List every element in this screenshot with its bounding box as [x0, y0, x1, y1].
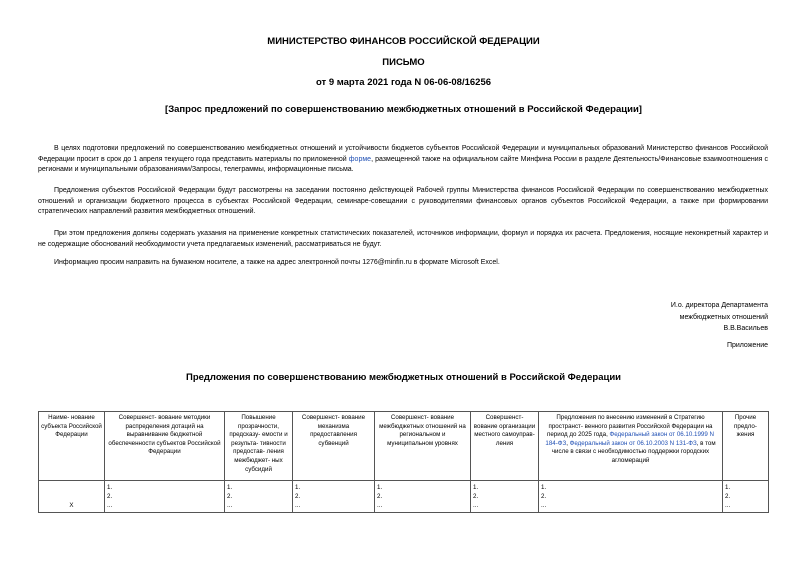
table-cell [293, 481, 375, 513]
paragraph-3: При этом предложения должны содержать указания на применение конкретных статистических показателей, источников информации, формул и порядка их расчета. Предложения, носящие неконкретный характер и не содержащие обоснований необходимости учета предлагаемых изменений, рассматриваться не будут. [38, 230, 768, 248]
cell-item: ... [107, 502, 113, 509]
cell-item: 1. [107, 484, 113, 491]
cell-item: ... [227, 502, 233, 509]
paragraph-4: Информацию просим направить на бумажном носителе, а также на адрес электронной почты 1276@minfin.ru в формате Microsoft Excel. [54, 259, 500, 266]
header-strategy-text-a: Предложения по внесению изменений в Стратегию пространст- венного развития Российской Федерации на период до 2025 года, [547, 414, 713, 439]
signature-position: И.о. директора Департамента [670, 302, 768, 309]
table-cell [471, 481, 539, 513]
law-184-link[interactable]: Федеральный закон от 06.10.1999 N 184-ФЗ [545, 431, 714, 447]
header-subventions: Совершенст- вование механизма предоставления субвенций [293, 412, 375, 481]
cell-item: ... [541, 502, 547, 509]
cell-item: 2. [541, 493, 547, 500]
cell-item: 1. [227, 484, 233, 491]
cell-item: 1. [295, 484, 301, 491]
header-subject-name: Наиме- нование субъекта Российской Федерации [39, 412, 105, 481]
cell-item: 2. [227, 493, 233, 500]
table-cell-marker: Х [39, 481, 105, 513]
header-local-government: Совершенст- вование организации местного самоуправ- ления [471, 412, 539, 481]
cell-item: ... [725, 502, 731, 509]
table-cell [375, 481, 471, 513]
table-cell [105, 481, 225, 513]
table-cell [225, 481, 293, 513]
table-header-row [39, 412, 769, 481]
law-131-link[interactable]: Федеральный закон от 06.10.2003 N 131-ФЗ [569, 439, 697, 447]
header-transparency: Повышение прозрачности, предсказу- емости и результа- тивности предостав- ления межбюджет- ных субсидий [225, 412, 293, 481]
cell-item: 2. [295, 493, 301, 500]
cell-item: 2. [725, 493, 731, 500]
paragraph-1-text-a: В целях подготовки предложений по совершенствованию межбюджетных отношений и устойчивости бюджетов субъектов Российской Федерации и муниципальных образований Министерство финансов Российской Федерации просит в срок до 1 апреля текущего года представить материалы по приложенной [38, 145, 768, 163]
table-row [39, 481, 769, 513]
cell-item: 1. [725, 484, 731, 491]
document-subject: [Запрос предложений по совершенствованию межбюджетных отношений в Российской Федерации] [165, 104, 642, 115]
cell-item: ... [473, 502, 479, 509]
header-strategy-sep: , [566, 439, 570, 447]
table-cell [539, 481, 723, 513]
cell-item: 1. [541, 484, 547, 491]
table-cell [723, 481, 769, 513]
paragraph-1-text-b: , размещенной также на официальном сайте Минфина России в разделе Деятельность/Финансовые взаимоотношения с регионами и муниципальными образованиями/Запросы, телеграммы, информационные письма. [38, 155, 768, 173]
appendix-label: Приложение [726, 342, 768, 349]
cell-item: 2. [377, 493, 383, 500]
cell-item: ... [377, 502, 383, 509]
table-title: Предложения по совершенствованию межбюджетных отношений в Российской Федерации [185, 372, 621, 383]
paragraph-2: Предложения субъектов Российской Федерации будут рассмотрены на заседании постоянно действующей Рабочей группы Министерства финансов Российской Федерации по совершенствованию межбюджетных отношений и организации бюджетного процесса в субъектах Российской Федерации, семинаре-совещании с руководителями финансовых органов субъектов Российской Федерации, а также при формировании стратегических направлений развития межбюджетных отношений. [38, 187, 768, 215]
signature-block [671, 300, 768, 335]
header-regional-relations: Совершенст- вование межбюджетных отношений на региональном и муниципальном уровнях [375, 412, 471, 481]
cell-item: 1. [377, 484, 383, 491]
header-strategy-changes [539, 412, 723, 481]
header-subsidy-method: Совершенст- вование методики распределения дотаций на выравнивание бюджетной обеспеченности субъектов Российской Федерации [105, 412, 225, 481]
document-date-number: от 9 марта 2021 года N 06-06-08/16256 [315, 77, 492, 88]
proposals-table [38, 411, 769, 513]
cell-item: 2. [107, 493, 113, 500]
signature-name: В.В.Васильев [723, 325, 768, 332]
cell-item: ... [295, 502, 301, 509]
document-type: ПИСЬМО [382, 57, 425, 68]
cell-item: 2. [473, 493, 479, 500]
header-strategy-text-b: , в том числе в связи с необходимостью поддержки городских агломераций [551, 439, 716, 464]
paragraph-1 [38, 144, 768, 176]
ministry-heading: МИНИСТЕРСТВО ФИНАНСОВ РОССИЙСКОЙ ФЕДЕРАЦИИ [267, 36, 540, 47]
signature-department: межбюджетных отношений [679, 313, 768, 321]
cell-item: 1. [473, 484, 479, 491]
header-other: Прочие предло- жения [723, 412, 769, 481]
form-link[interactable]: форме [348, 155, 372, 163]
